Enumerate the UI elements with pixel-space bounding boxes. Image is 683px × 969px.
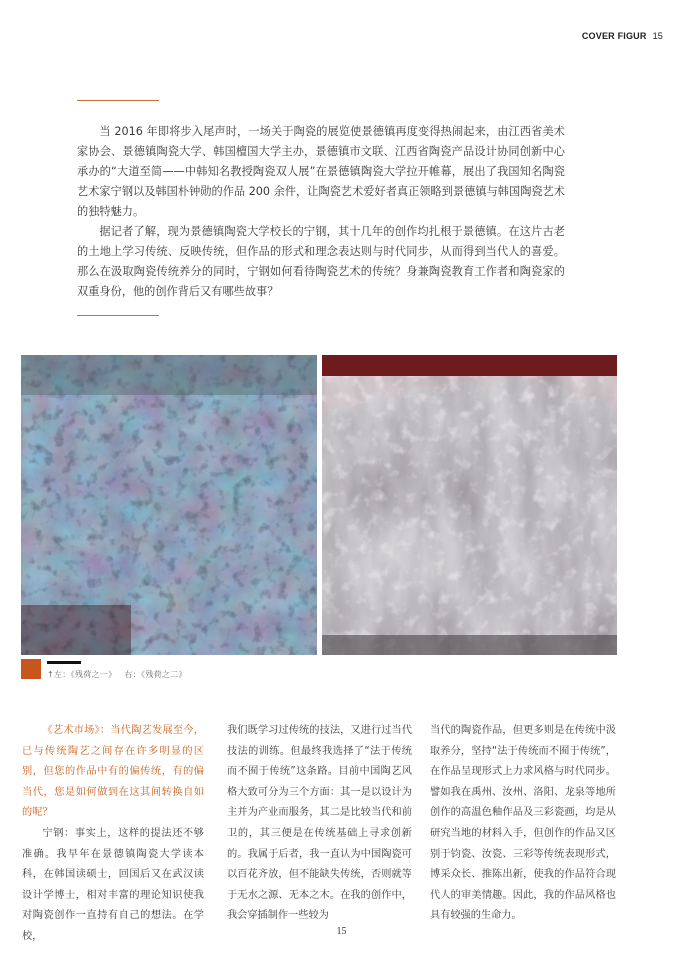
header-page-number: 15 — [652, 31, 663, 41]
article-column-2 — [227, 721, 412, 927]
interview-answer-part-2: 我们既学习过传统的技法，又进行过当代技法的训练。但最终我选择了“法于传统而不囿于传统”这条路。目前中国陶艺风格大致可分为三个方面：其一是以设计为主并为产业而服务，其二是比较当代和前卫的，其三便是在传统基础上寻求创新的。我属于后者，我一直认为中国陶瓷可以百花齐放，但不能缺失传统，否则就等于无水之源、无本之木。在我的创作中，我会穿插制作一些较为 — [227, 725, 412, 922]
interview-answer-part-1: 宁钢：事实上，这样的提法还不够准确。我早年在景德镇陶瓷大学读本科，在韩国读硕士，回国后又在武汉读设计学博士，相对丰富的理论知识使我对陶瓷创作一直持有自己的想法。在学校， — [22, 827, 204, 942]
section-title: COVER FIGUR — [581, 31, 647, 41]
intro-top-rule — [77, 100, 159, 101]
caption-bar — [47, 661, 81, 664]
artwork-image-right — [322, 355, 617, 655]
interview-answer-part-3: 当代的陶瓷作品，但更多则是在传统中汲取养分，坚持“法于传统而不囿于传统”，在作品呈现形式上力求风格与时代同步。譬如我在禹州、汝州、洛阳、龙泉等地所创作的高温色釉作品及三彩瓷画，均是从研究当地的材料入手，但创作的作品又区别于钧瓷、汝瓷、三彩等传统表现形式，博采众长、推陈出新，使我的作品符合现代人的审美情趣。因此，我的作品风格也具有较强的生命力。 — [430, 725, 616, 922]
intro-paragraph-1: 当 2016 年即将步入尾声时，一场关于陶瓷的展览使景德镇再度变得热闹起来，由江西省美术家协会、景德镇陶瓷大学、韩国檀国大学主办，景德镇市文联、江西省陶瓷产品设计协同创新中心承办的“大道至简——中韩知名教授陶瓷双人展”在景德镇陶瓷大学拉开帷幕，展出了我国知名陶瓷艺术家宁钢以及韩国朴钟勋的作品 200 余件，让陶瓷艺术爱好者真正领略到景德镇与韩国陶瓷艺术的独特魅力。 — [77, 125, 565, 218]
image-caption — [47, 669, 187, 680]
artwork-left-glaze — [21, 355, 317, 655]
intro-block — [77, 122, 565, 302]
article-column-1 — [22, 721, 204, 948]
caption-left: ↑左：《残荷之一》 — [47, 670, 117, 679]
caption-right: 右：《残荷之二》 — [124, 670, 187, 679]
interview-question: 《艺术市场》：当代陶艺发展至今，已与传统陶艺之间存在许多明显的区别，但您的作品中有的偏传统，有的偏当代，您是如何做到在这其间转换自如的呢？ — [22, 725, 204, 819]
intro-bottom-rule — [77, 315, 159, 316]
artwork-image-left — [21, 355, 317, 655]
caption-accent-block — [21, 659, 41, 679]
footer-page-number: 15 — [336, 926, 347, 937]
running-header — [582, 31, 663, 41]
article-column-3 — [430, 721, 616, 927]
artwork-right-glaze — [322, 355, 617, 655]
intro-paragraph-2: 据记者了解，现为景德镇陶瓷大学校长的宁钢，其十几年的创作均扎根于景德镇。在这片古老的土地上学习传统、反映传统，但作品的形式和理念表达则与时代同步，从而得到当代人的喜爱。那么在汲取陶瓷传统养分的同时，宁钢如何看待陶瓷艺术的传统？身兼陶瓷教育工作者和陶瓷家的双重身份，他的创作背后又有哪些故事？ — [77, 225, 565, 298]
